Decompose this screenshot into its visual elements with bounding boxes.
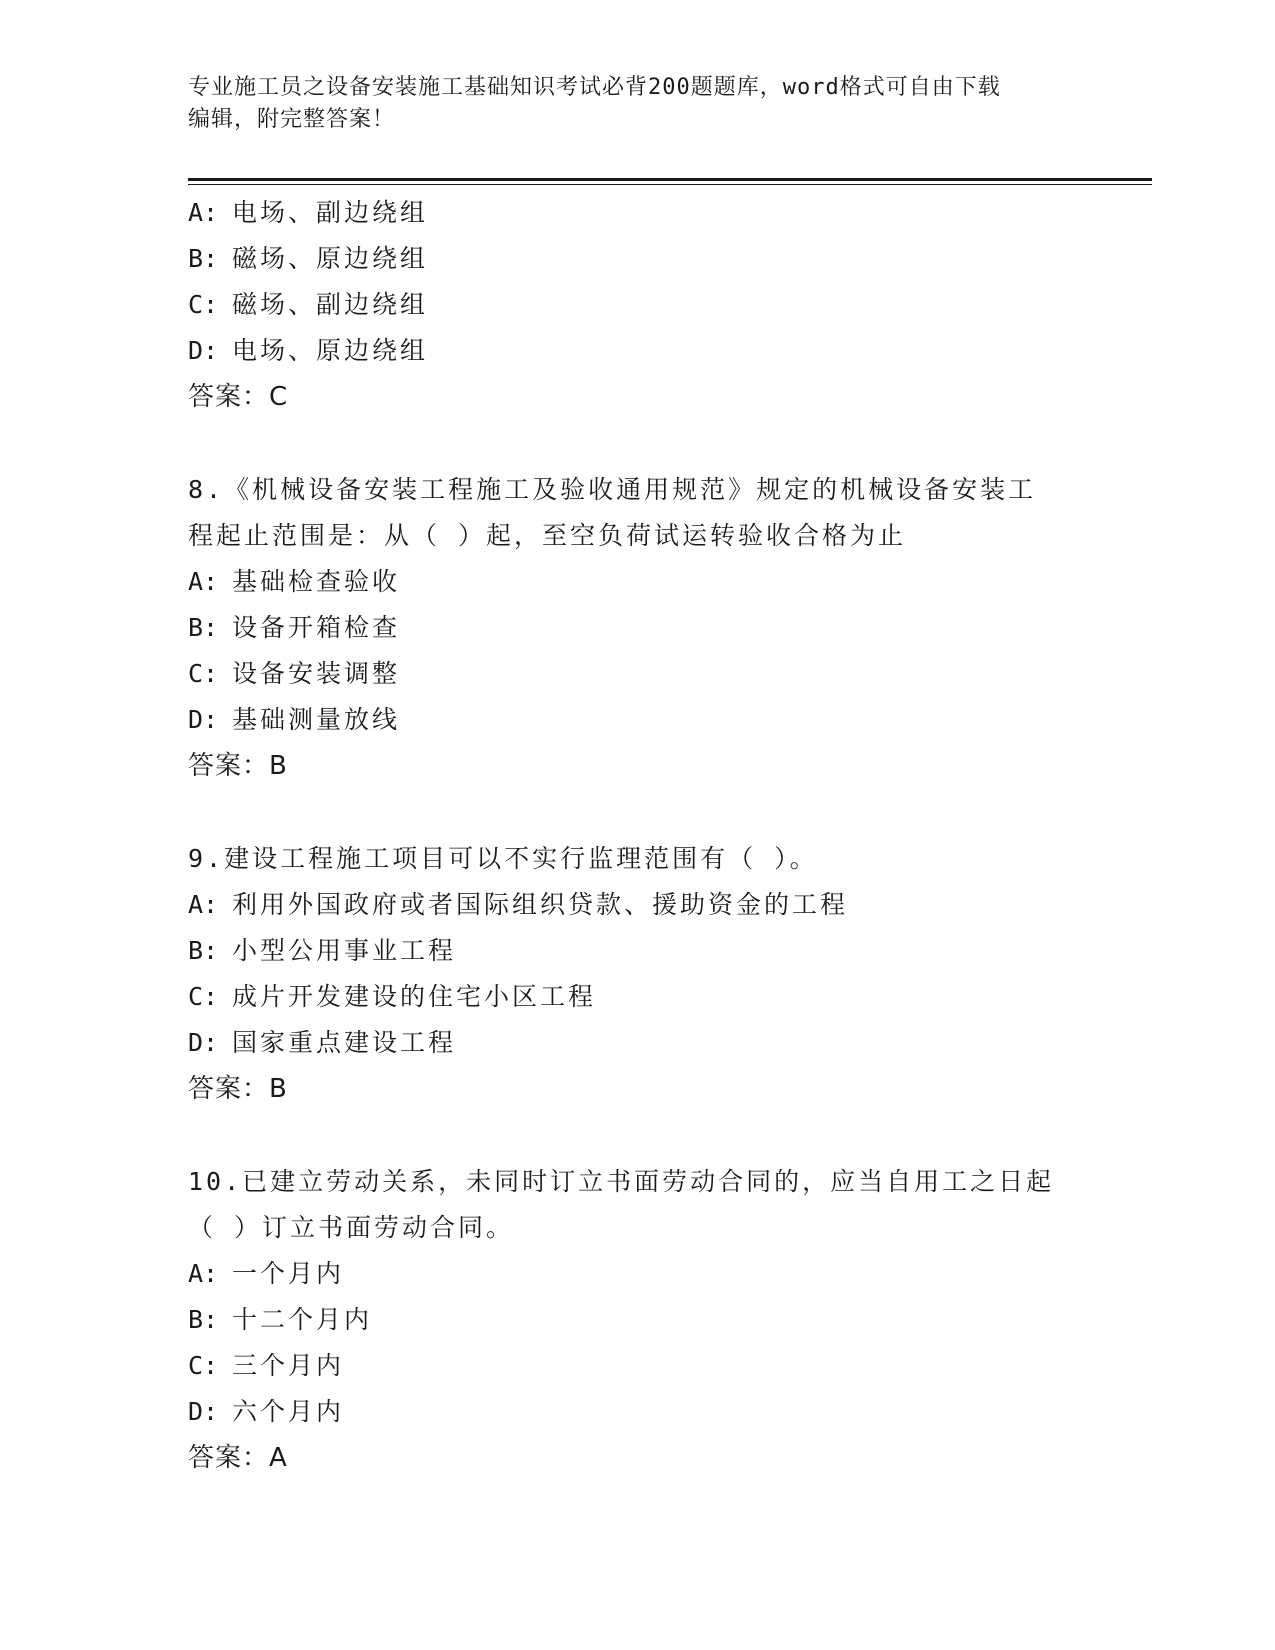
question-stem-line-1: 8.《机械设备安装工程施工及验收通用规范》规定的机械设备安装工 — [188, 475, 1037, 504]
question-stem-line-1: 9.建设工程施工项目可以不实行监理范围有（ ）。 — [188, 844, 818, 873]
option-d: D: 基础测量放线 — [188, 705, 401, 734]
option-c: C: 成片开发建设的住宅小区工程 — [188, 982, 597, 1011]
answer-label: 答案：B — [188, 751, 288, 781]
header-line-2: 编辑，附完整答案！ — [188, 107, 396, 132]
header-line-1: 专业施工员之设备安装施工基础知识考试必背200题题库，word格式可自由下载 — [188, 75, 1001, 100]
option-d: D: 国家重点建设工程 — [188, 1028, 457, 1057]
question-8 — [188, 467, 1088, 789]
header-rule-thick — [188, 178, 1152, 181]
option-a: A: 基础检查验收 — [188, 567, 401, 596]
question-list — [188, 190, 1088, 1481]
option-c: C: 三个月内 — [188, 1351, 345, 1380]
option-a: A: 利用外国政府或者国际组织贷款、援助资金的工程 — [188, 890, 849, 919]
option-c: C: 磁场、副边绕组 — [188, 290, 429, 319]
answer-label: 答案：C — [188, 382, 289, 412]
question-7 — [188, 190, 1088, 420]
option-d: D: 六个月内 — [188, 1397, 345, 1426]
option-d: D: 电场、原边绕组 — [188, 336, 429, 365]
option-c: C: 设备安装调整 — [188, 659, 401, 688]
option-a: A: 一个月内 — [188, 1259, 345, 1288]
question-stem-line-2: （ ）订立书面劳动合同。 — [188, 1213, 515, 1242]
question-9 — [188, 836, 1088, 1112]
question-10 — [188, 1159, 1088, 1481]
document-header — [188, 72, 1078, 136]
option-b: B: 十二个月内 — [188, 1305, 373, 1334]
option-b: B: 磁场、原边绕组 — [188, 244, 429, 273]
option-b: B: 小型公用事业工程 — [188, 936, 457, 965]
option-b: B: 设备开箱检查 — [188, 613, 401, 642]
option-a: A: 电场、副边绕组 — [188, 198, 429, 227]
header-rule-thin — [188, 184, 1152, 185]
answer-label: 答案：B — [188, 1074, 288, 1104]
question-stem-line-2: 程起止范围是：从（ ）起，至空负荷试运转验收合格为止 — [188, 521, 907, 550]
answer-label: 答案：A — [188, 1443, 288, 1473]
question-stem-line-1: 10.已建立劳动关系，未同时订立书面劳动合同的，应当自用工之日起 — [188, 1167, 1055, 1196]
